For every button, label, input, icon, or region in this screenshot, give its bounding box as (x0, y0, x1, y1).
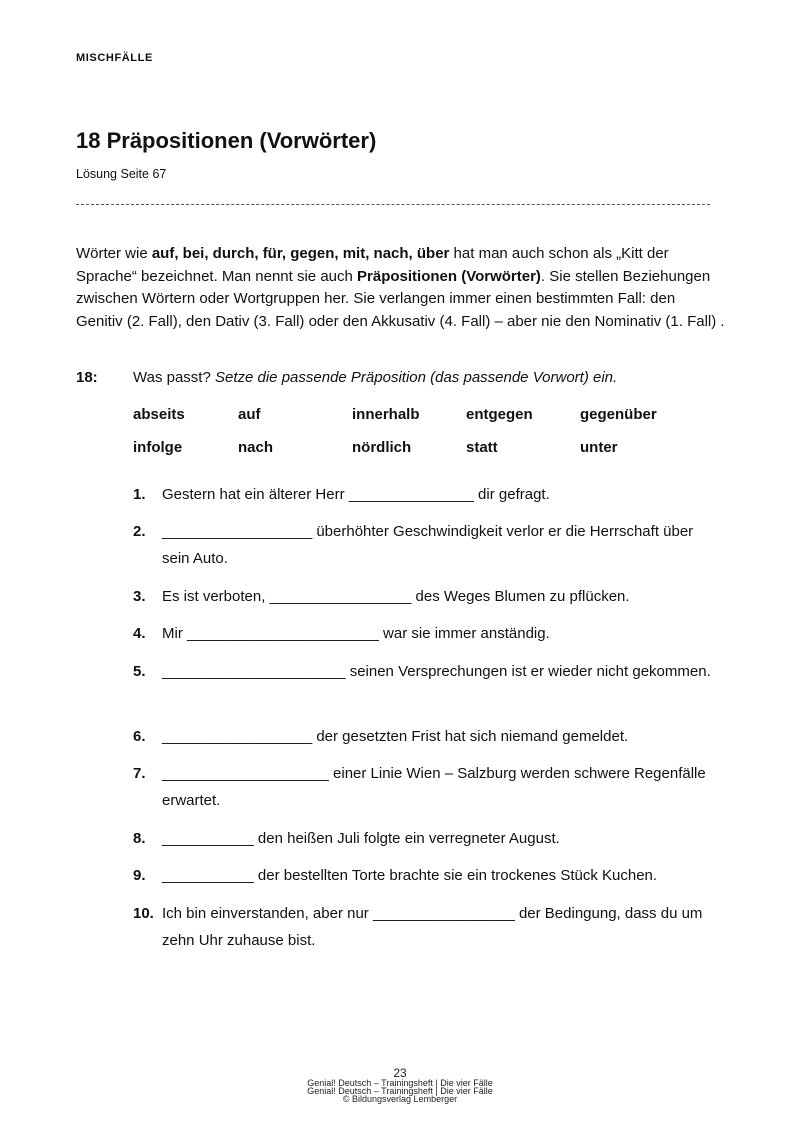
exercise-task (133, 369, 617, 386)
exercise-number: 18: (76, 369, 98, 386)
exercise-item (133, 900, 713, 954)
item-sentence: Mir _______________________ war sie immer anständig. (162, 625, 550, 642)
word-bank-item: innerhalb (352, 406, 420, 423)
word-bank-item: auf (238, 406, 261, 423)
item-sentence: ___________ der bestellten Torte brachte sie ein trockenes Stück Kuchen. (162, 867, 658, 884)
exercise-item (133, 825, 713, 852)
footer-copyright: © Bildungsverlag Lemberger (342, 1094, 458, 1104)
word-bank-item: gegenüber (580, 406, 657, 423)
word-bank-item: nördlich (352, 439, 412, 456)
item-sentence: Ich bin einverstanden, aber nur _________________ der Bedingung, dass du um zehn Uhr zuhause bist. (162, 905, 703, 949)
page-footer (0, 1067, 800, 1103)
task-instruction: Setze die passende Präposition (das passende Vorwort) ein. (214, 369, 618, 386)
item-number: 6. (133, 728, 146, 745)
word-bank-item: abseits (133, 406, 185, 423)
exercise-item (133, 723, 713, 750)
intro-text-1: Wörter wie (76, 245, 152, 262)
word-bank-item: nach (238, 439, 274, 456)
item-sentence: __________________ überhöhter Geschwindigkeit verlor er die Herrschaft über sein Auto. (162, 523, 694, 567)
exercise-item (133, 760, 713, 814)
intro-bold-term: Präpositionen (Vorwörter) (357, 267, 541, 285)
page-title: 18 Präpositionen (Vorwörter) (76, 128, 377, 153)
item-sentence: __________________ der gesetzten Frist hat sich niemand gemeldet. (162, 728, 629, 745)
page-number: 23 (393, 1066, 407, 1080)
exercise-item (133, 481, 713, 508)
exercise-item (133, 620, 713, 647)
word-bank-item: statt (466, 439, 498, 456)
item-number: 7. (133, 765, 146, 782)
exercise-item (133, 518, 713, 572)
exercise-item (133, 862, 713, 889)
intro-text-2: hat man auch schon als „Kitt der Sprache“ bezeichnet. Man nennt sie auch (76, 245, 669, 285)
solution-reference: Lösung Seite 67 (76, 167, 167, 181)
dashed-divider (76, 204, 710, 205)
item-number: 1. (133, 486, 146, 503)
word-bank-item: infolge (133, 439, 183, 456)
exercise-item (133, 658, 713, 685)
exercise-item (133, 583, 713, 610)
item-number: 8. (133, 830, 146, 847)
footer-line: Genial! Deutsch – Trainingsheft | Die vier Fälle (307, 1078, 493, 1088)
section-label: MISCHFÄLLE (76, 52, 153, 64)
item-number: 3. (133, 588, 146, 605)
item-number: 2. (133, 523, 146, 540)
word-bank-item: unter (580, 439, 618, 456)
intro-text-3: . Sie stellen Beziehungen zwischen Wörtern oder Wortgruppen her. Sie verlangen immer einen bestimmten Fall: den Genitiv (2. Fall), den Dativ (3. Fall) oder den Akkusativ (4. Fall) – aber nie den Nominativ (1. Fall) . (76, 267, 725, 330)
intro-bold-examples: auf, bei, durch, für, gegen, mit, nach, über (151, 245, 450, 262)
item-sentence: ___________ den heißen Juli folgte ein verregneter August. (162, 830, 560, 847)
item-number: 9. (133, 867, 146, 884)
item-sentence: ____________________ einer Linie Wien – Salzburg werden schwere Regenfälle erwartet. (162, 765, 706, 809)
word-bank-item: entgegen (466, 406, 533, 423)
item-number: 5. (133, 663, 146, 680)
item-sentence: ______________________ seinen Versprechungen ist er wieder nicht gekommen. (162, 663, 711, 680)
word-bank (133, 404, 733, 459)
item-sentence: Es ist verboten, _________________ des Weges Blumen zu pflücken. (162, 588, 630, 605)
item-sentence: Gestern hat ein älterer Herr _______________ dir gefragt. (162, 486, 550, 503)
item-number: 4. (133, 625, 146, 642)
intro-paragraph (76, 243, 726, 333)
item-number: 10. (133, 905, 154, 922)
footer-line: Genial! Deutsch – Trainingsheft | Die vier Fälle (307, 1086, 493, 1096)
task-plain: Was passt? (133, 369, 215, 386)
